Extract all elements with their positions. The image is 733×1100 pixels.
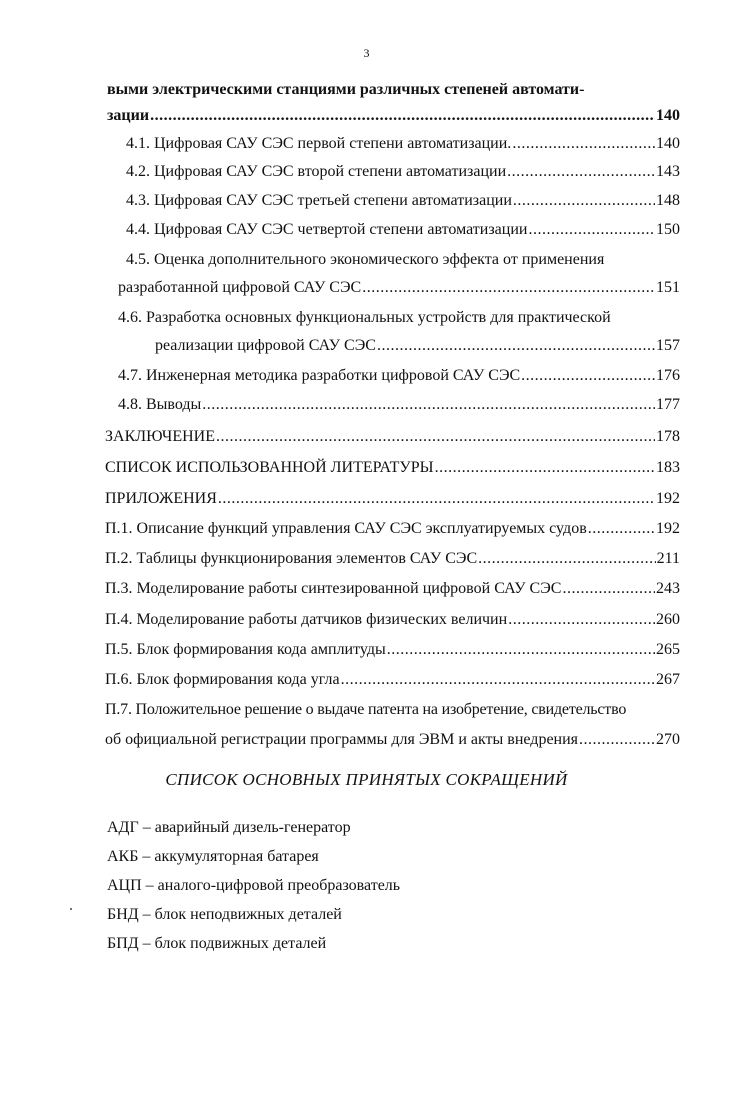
toc-entry-title: ПРИЛОЖЕНИЯ xyxy=(105,490,217,507)
leader-dots xyxy=(528,220,655,240)
toc-appendix-p6 xyxy=(105,670,680,690)
toc-entry-4-7 xyxy=(118,366,680,386)
toc-page-number: 192 xyxy=(656,490,680,507)
toc-entry-4-8 xyxy=(118,395,680,415)
leader-dots xyxy=(150,106,655,126)
abbreviation-item: АКБ – аккумуляторная батарея xyxy=(107,848,319,865)
abbreviation-item: АДГ – аварийный дизель-генератор xyxy=(107,819,351,836)
toc-entry-title: 4.1. Цифровая САУ СЭС первой степени автоматизации. xyxy=(126,135,512,152)
toc-page-number: 243 xyxy=(656,580,680,597)
toc-appendix-p2 xyxy=(105,549,680,569)
leader-dots xyxy=(362,278,655,298)
toc-entry-title: П.6. Блок формирования кода угла xyxy=(105,671,340,688)
toc-page-number: 176 xyxy=(656,367,680,384)
toc-entry-4-5-line1: 4.5. Оценка дополнительного экономического эффекта от применения xyxy=(126,251,605,268)
toc-page-number: 270 xyxy=(656,731,680,748)
leader-dots xyxy=(377,336,655,356)
leader-dots xyxy=(588,519,655,539)
toc-entry-4-6-line2 xyxy=(155,336,680,356)
leader-dots xyxy=(218,489,655,509)
leader-dots xyxy=(435,458,655,478)
toc-page-number: 267 xyxy=(656,671,680,688)
leader-dots xyxy=(562,579,655,599)
toc-conclusion xyxy=(105,427,680,447)
abbreviation-item: БПД – блок подвижных деталей xyxy=(107,935,327,952)
leader-dots xyxy=(513,191,655,211)
leader-dots xyxy=(579,730,655,750)
leader-dots xyxy=(216,427,655,447)
leader-dots xyxy=(387,640,655,660)
abbreviations-list xyxy=(107,818,400,963)
toc-entry-title: зации xyxy=(107,107,150,124)
leader-dots xyxy=(508,610,655,630)
toc-entry-title: 4.7. Инженерная методика разработки цифровой САУ СЭС xyxy=(118,367,521,384)
toc-appendix-p7-line2 xyxy=(105,730,680,750)
toc-appendix-p7-line1: П.7. Положительное решение о выдаче патента на изобретение, свидетельство xyxy=(105,701,627,718)
toc-entry-title: 4.2. Цифровая САУ СЭС второй степени автоматизации xyxy=(126,163,507,180)
toc-page-number: 143 xyxy=(656,163,680,180)
toc-page-number: 211 xyxy=(656,550,680,567)
toc-entry-4-1 xyxy=(126,134,680,154)
toc-entry-title: 4.3. Цифровая САУ СЭС третьей степени автоматизации xyxy=(126,192,512,209)
toc-page-number: 140 xyxy=(656,135,680,152)
toc-page-number: 178 xyxy=(656,428,680,445)
toc-entry-4-5-line2 xyxy=(118,278,680,298)
toc-page-number: 177 xyxy=(656,396,680,413)
toc-entry-title: 4.4. Цифровая САУ СЭС четвертой степени автоматизации xyxy=(126,221,528,238)
leader-dots xyxy=(478,549,655,569)
toc-entry-4-3 xyxy=(126,191,680,211)
toc-entry-title: ЗАКЛЮЧЕНИЕ xyxy=(105,428,215,445)
leader-dots xyxy=(341,670,655,690)
toc-entry-title: об официальной регистрации программы для ЭВМ и акты внедрения xyxy=(105,731,579,748)
toc-entry-4-2 xyxy=(126,162,680,182)
leader-dots xyxy=(202,395,655,415)
leader-dots xyxy=(512,134,655,154)
toc-entry-title: 4.8. Выводы xyxy=(118,396,202,413)
toc-page-number: 265 xyxy=(656,641,680,658)
toc-page-number: 157 xyxy=(656,337,680,354)
toc-references xyxy=(105,458,680,478)
toc-entry-title: П.3. Моделирование работы синтезированной цифровой САУ СЭС xyxy=(105,580,562,597)
toc-entry-title: П.1. Описание функций управления САУ СЭС эксплуатируемых судов xyxy=(105,520,587,537)
abbreviation-item: АЦП – аналого-цифровой преобразователь xyxy=(107,877,401,894)
toc-entry-title: П.5. Блок формирования кода амплитуды xyxy=(105,641,386,658)
toc-appendix-p5 xyxy=(105,640,680,660)
toc-page-number: 192 xyxy=(656,520,680,537)
abbreviations-heading: СПИСОК ОСНОВНЫХ ПРИНЯТЫХ СОКРАЩЕНИЙ xyxy=(165,770,568,789)
toc-chapter4-continued-line2 xyxy=(107,106,680,126)
leader-dots xyxy=(521,366,655,386)
toc-appendix-p4 xyxy=(105,610,680,630)
toc-entry-title: П.4. Моделирование работы датчиков физических величин xyxy=(105,611,508,628)
toc-page-number: 150 xyxy=(656,221,680,238)
toc-appendices xyxy=(105,489,680,509)
toc-appendix-p1 xyxy=(105,519,680,539)
toc-page-number: 260 xyxy=(656,611,680,628)
toc-page-number: 148 xyxy=(656,192,680,209)
toc-entry-title: реализации цифровой САУ СЭС xyxy=(155,337,376,354)
toc-appendix-p3 xyxy=(105,579,680,599)
scan-speck xyxy=(70,908,72,910)
toc-entry-title: СПИСОК ИСПОЛЬЗОВАННОЙ ЛИТЕРАТУРЫ xyxy=(105,459,434,476)
toc-entry-4-6-line1: 4.6. Разработка основных функциональных устройств для практической xyxy=(118,309,611,326)
toc-chapter4-continued-line1: выми электрическими станциями различных степеней автомати- xyxy=(107,81,585,98)
leader-dots xyxy=(507,162,655,182)
toc-entry-4-4 xyxy=(126,220,680,240)
abbreviation-item: БНД – блок неподвижных деталей xyxy=(107,906,342,923)
toc-entry-title: П.2. Таблицы функционирования элементов САУ СЭС xyxy=(105,550,478,567)
toc-page-number: 151 xyxy=(656,279,680,296)
toc-page-number: 183 xyxy=(656,459,680,476)
toc-entry-title: разработанной цифровой САУ СЭС xyxy=(118,279,362,296)
toc-page-number: 140 xyxy=(656,107,680,124)
page-number: 3 xyxy=(363,46,370,60)
